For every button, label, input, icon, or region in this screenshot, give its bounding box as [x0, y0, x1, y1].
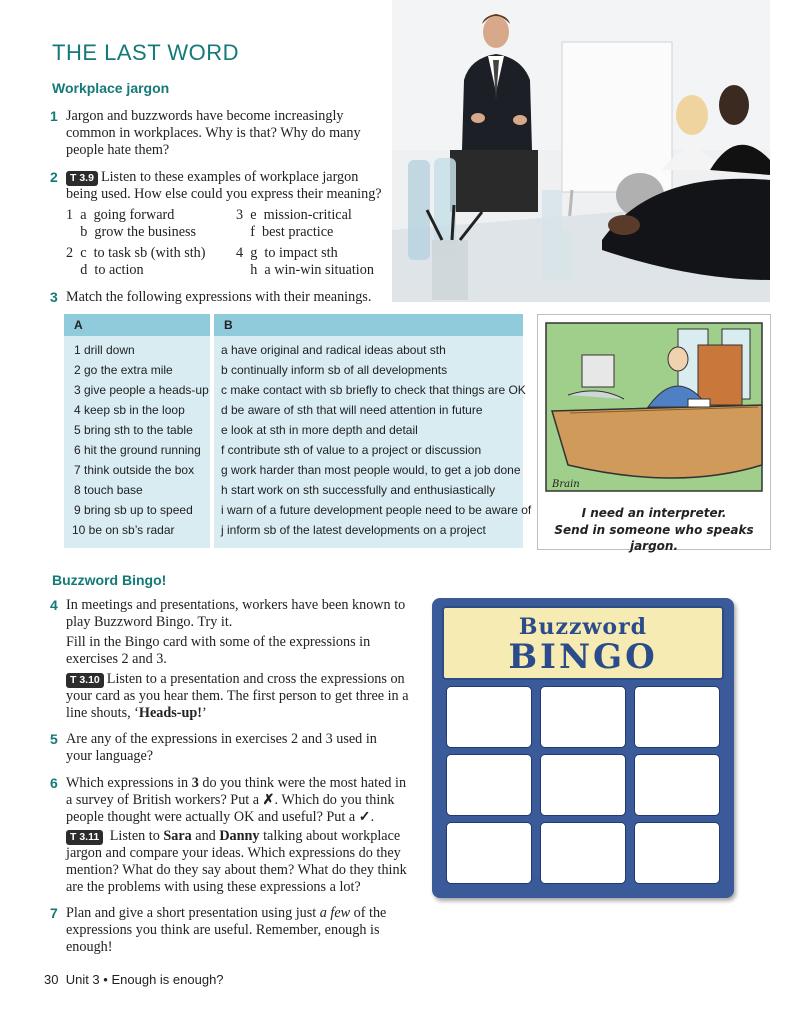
cartoon-caption-line-2: Send in someone who speaks jargon. — [554, 523, 754, 553]
text-run: do you think were the most hated in a survey of British workers? Put a — [66, 775, 407, 808]
exercise-1 — [50, 108, 376, 159]
exercise-number: 7 — [50, 905, 58, 921]
text-run: Plan and give a short presentation using just — [66, 905, 320, 921]
unit-topic: Enough is enough? — [111, 972, 224, 987]
exercise-4 — [50, 597, 411, 722]
table-row-a: 6 hit the ground running — [74, 443, 201, 457]
text-run-italic: a few — [319, 905, 351, 921]
text-run: ’ — [201, 705, 207, 721]
bingo-title-bingo: BINGO — [508, 637, 658, 677]
exercise-text: Match the following expressions with their meanings. — [66, 289, 372, 305]
bingo-card — [432, 598, 734, 898]
exercise-3 — [50, 289, 396, 306]
text-run: and — [191, 828, 220, 844]
exercise-text: Fill in the Bingo card with some of the expressions in exercises 2 and 3. — [66, 634, 371, 667]
list-item: d to action — [66, 262, 144, 278]
section-heading-workplace-jargon: Workplace jargon — [52, 80, 170, 96]
list-item: 3 e mission-critical — [236, 207, 352, 223]
table-row-a: 9 bring sb up to speed — [74, 503, 193, 517]
table-row-a: 8 touch base — [74, 483, 143, 497]
exercise-number: 5 — [50, 731, 58, 747]
bingo-header — [442, 606, 724, 680]
table-row-a: 3 give people a heads-up — [74, 383, 209, 397]
matching-table — [64, 314, 532, 548]
exercise-number: 2 — [50, 169, 58, 185]
exercise-7 — [50, 905, 401, 956]
table-row-b: f contribute sth of value to a project or discussion — [221, 443, 482, 457]
exercise-text — [66, 828, 411, 896]
bingo-cell[interactable] — [634, 754, 720, 816]
text-run-bold: Danny — [219, 828, 260, 844]
bingo-cell[interactable] — [446, 686, 532, 748]
table-row-a: 2 go the extra mile — [74, 363, 173, 377]
text-run-bold: Sara — [163, 828, 192, 844]
text-run-bold: 3 — [191, 775, 199, 791]
exercise-text: Listen to these examples of workplace jargon being used. How else could you express their meaning? — [66, 169, 382, 202]
bingo-cell[interactable] — [446, 822, 532, 884]
bingo-cell[interactable] — [540, 754, 626, 816]
exercise-text — [66, 775, 411, 826]
table-row-a: 5 bring sth to the table — [74, 423, 193, 437]
exercise-number: 6 — [50, 775, 58, 791]
exercise-number: 1 — [50, 108, 58, 124]
audio-track-tag: T 3.10 — [66, 673, 104, 688]
table-row-b: g work harder than most people would, to get a job done — [221, 463, 521, 477]
table-row-a: 7 think outside the box — [74, 463, 195, 477]
text-run: Listen to a presentation and cross the expressions on your card as you hear them. The first person to get three in a line shouts, ‘ — [66, 671, 409, 721]
cartoon — [537, 314, 771, 553]
text-run: . — [370, 809, 375, 825]
audio-track-tag: T 3.9 — [66, 171, 98, 186]
unit-label: Unit 3 — [65, 972, 100, 987]
cartoon-signature: Brain — [552, 479, 580, 490]
table-row-b: i warn of a future development people need to be aware of — [221, 503, 532, 517]
table-row-b: h start work on sth successfully and enthusiastically — [221, 483, 496, 497]
list-item: f best practice — [236, 224, 334, 240]
list-item: 4 g to impact sth — [236, 245, 338, 261]
table-row-b: c make contact with sb briefly to check that things are OK — [221, 383, 526, 397]
bingo-cell[interactable] — [446, 754, 532, 816]
table-row-b: j inform sb of the latest developments on a project — [221, 523, 486, 537]
exercise-number: 4 — [50, 597, 58, 613]
list-item: 2 c to task sb (with sth) — [66, 245, 206, 261]
text-run: Listen to — [106, 828, 164, 844]
table-row-b: e look at sth in more depth and detail — [221, 423, 418, 437]
bingo-cell[interactable] — [634, 686, 720, 748]
cartoon-caption-line-1: I need an interpreter. — [581, 506, 727, 520]
column-header-b: B — [214, 314, 523, 336]
page-title: THE LAST WORD — [52, 40, 240, 65]
bingo-cell[interactable] — [540, 822, 626, 884]
exercise-text: Jargon and buzzwords have become increasingly common in workplaces. Why is that? Why do many people hate them? — [66, 108, 361, 158]
list-item: b grow the business — [66, 224, 197, 240]
text-run: talking about workplace jargon and compare your ideas. Which expressions do they mention? What do they say about them? What do they think are the problems with using these expressions a lot? — [66, 828, 407, 895]
meeting-photo — [392, 0, 770, 302]
exercise-text: Are any of the expressions in exercises 2 and 3 used in your language? — [66, 731, 377, 764]
section-heading-buzzword-bingo: Buzzword Bingo! — [52, 572, 167, 588]
tick-mark-icon: ✓ — [358, 809, 371, 825]
column-header-a: A — [64, 314, 210, 336]
table-row-b: b continually inform sb of all developments — [221, 363, 448, 377]
exercise-text: In meetings and presentations, workers have been known to play Buzzword Bingo. Try it. — [66, 597, 406, 630]
bingo-cell[interactable] — [540, 686, 626, 748]
exercise-5 — [50, 731, 396, 765]
bingo-cell[interactable] — [634, 822, 720, 884]
table-row-a: 1 drill down — [74, 343, 135, 357]
list-item: h a win-win situation — [236, 262, 374, 278]
exercise-6 — [50, 775, 411, 896]
list-item: 1 a going forward — [66, 207, 175, 223]
cartoon-illustration — [538, 315, 770, 495]
page-number: 30 — [44, 972, 59, 987]
table-row-b: d be aware of sth that will need attention in future — [221, 403, 483, 417]
table-row-b: a have original and radical ideas about sth — [221, 343, 446, 357]
table-row-a: 4 keep sb in the loop — [74, 403, 185, 417]
exercise-text — [66, 671, 411, 722]
bingo-title-buzzword: Buzzword — [518, 614, 648, 640]
text-run: . Which do you think people thought were actually OK and useful? Put a — [66, 792, 395, 825]
audio-track-tag: T 3.11 — [66, 830, 103, 845]
text-run: Which expressions in — [66, 775, 192, 791]
exercise-2 — [50, 169, 388, 203]
text-run-bold: Heads-up! — [138, 705, 202, 721]
page-footer — [44, 972, 224, 987]
text-run: of the expressions you think are useful. Remember, enough is enough! — [66, 905, 387, 955]
bullet-separator: • — [103, 972, 108, 987]
exercise-number: 3 — [50, 289, 58, 305]
table-row-a: 10 be on sb’s radar — [72, 523, 175, 537]
cross-mark-icon: ✗ — [262, 792, 275, 808]
